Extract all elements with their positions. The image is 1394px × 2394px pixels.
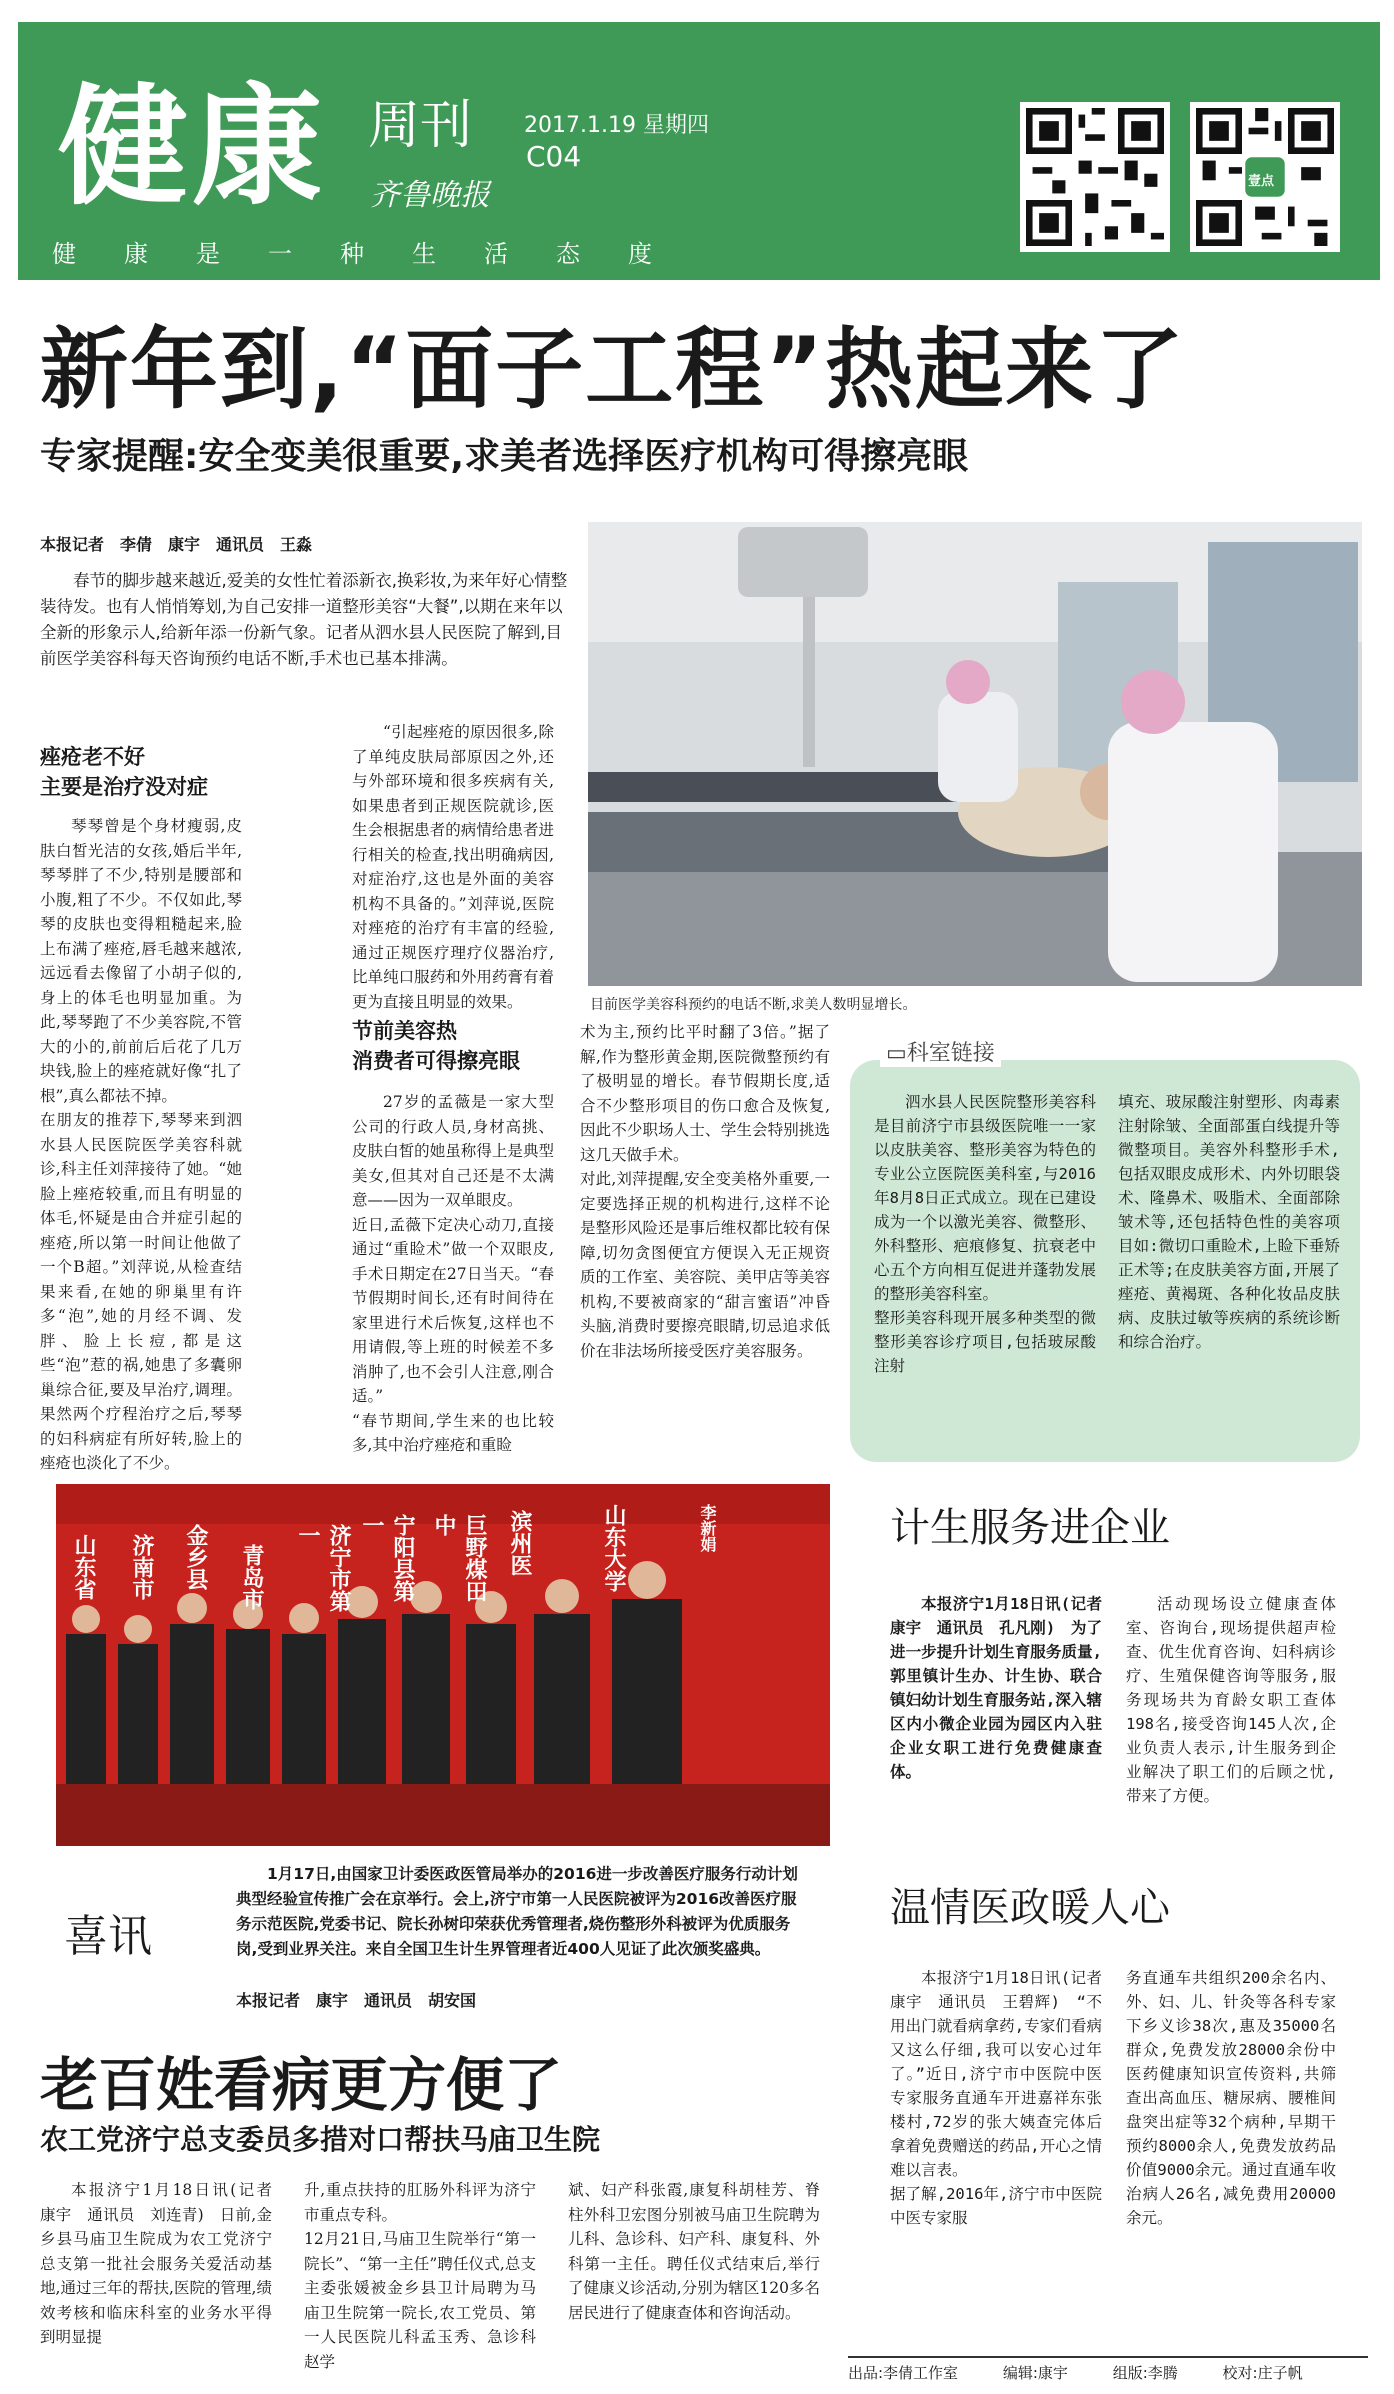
clinic-photo (588, 522, 1362, 986)
masthead-slogan: 健康是一种生活态度 (52, 240, 700, 268)
qr-code-left[interactable] (1020, 102, 1170, 252)
qr-code-right[interactable] (1190, 102, 1340, 252)
page-footer (848, 2356, 1368, 2383)
section-heading-beauty: 节前美容热 消费者可得擦亮眼 (352, 1019, 520, 1073)
award-caption: 1月17日,由国家卫计委医政医管局举办的2016进一步改善医疗服务行动计划典型经验宣传推广会在京举行。会上,济宁市第一人民医院被评为2016改善医疗服务示范医院,党委书记、院长孙树印荣获优秀管理者,烧伤整形外科被评为优质服务岗,受到业界关注。来自全国卫生计生界管理者近400人见证了此次颁奖盛典。 (236, 1865, 798, 1958)
good-news-label: 喜讯 (64, 1911, 152, 1962)
qr-center-label: 壹点 (1248, 174, 1275, 189)
masthead-title: 健康 (58, 71, 327, 223)
jisheng-col-a: 本报济宁1月18日讯(记者 康宇 通讯员 孔凡刚) 为了进一步提升计划生育服务质量,郭里镇计生办、计生协、联合镇妇幼计划生育服务站,深入辖区内小微企业园为园区内入驻企业女职工进行免费健康查体。 (890, 1595, 1118, 1781)
second-subheadline: 农工党济宁总支委员多措对口帮扶马庙卫生院 (40, 2123, 601, 2156)
section-heading-acne: 痤疮老不好 主要是治疗没对症 (40, 745, 208, 799)
footer-producer: 出品:李倩工作室 (848, 2364, 959, 2382)
masthead-date: 2017.1.19 星期四 (524, 113, 709, 138)
board-word: 金乡县 (183, 1524, 208, 1590)
qr-code-icon (1026, 108, 1164, 246)
board-word: 滨州医 (507, 1510, 532, 1576)
main-byline: 本报记者 李倩 康宇 通讯员 王淼 (40, 535, 313, 554)
board-word: 巨野煤田中 (431, 1514, 487, 1602)
jisheng-headline: 计生服务进企业 (890, 1505, 1170, 1551)
wenqing-col-a: 本报济宁1月18日讯(记者 康宇 通讯员 王碧辉) “不用出门就看病拿药,专家们看病又这么仔细,我可以安心过年了。”近日,济宁市中医院中医专家服务直通车开进嘉祥东张楼村,72岁的张大姨查完体后拿着免费赠送的药品,开心之情难以言表。 据了解,2016年,济宁市中医院中医专家服 (890, 1969, 1102, 2227)
square-icon: ▭ (886, 1041, 907, 1066)
clinic-photo-caption: 目前医学美容科预约的电话不断,求美人数明显增长。 (590, 997, 917, 1013)
wenqing-headline: 温情医政暖人心 (890, 1885, 1170, 1931)
article-column-4: 术为主,预约比平时翻了3倍。”据了解,作为整形黄金期,医院微整预约有了极明显的增长。春节假期长度,适合不少整形项目的伤口愈合及恢复,因此不少职场人士、学生会特别挑选这几天做手术。 对此,刘萍提醒,安全变美格外重要,一定要选择正规的机构进行,这样不论是整形风险还是事后维权都比较有保障,切勿贪图便宜方便误入无正规资质的工作室、美容院、美甲店等美容机构,不要被商家的“甜言蜜语”冲昏头脑,消费时要擦亮眼睛,切忌追求低价在非法场所接受医疗美容服务。 (580, 1023, 830, 1360)
main-headline: 新年到,“面子工程”热起来了 (40, 318, 1186, 421)
article-column-3: 27岁的孟薇是一家大型公司的行政人员,身材高挑、皮肤白皙的她虽称得上是典型美女,但其对自己还是不太满意——因为一双单眼皮。 近日,孟薇下定决心动刀,直接通过“重睑术”做一个双眼皮,手术日期定在27日当天。“春节假期时间长,还有时间待在家里进行术后恢复,这样也不用请假,等上班的时候差不多消肿了,也不会引人注意,刚合适。” “春节期间,学生来的也比较多,其中治疗痤疮和重睑 (352, 1093, 554, 1454)
footer-proofreader: 校对:庄子帆 (1222, 2364, 1303, 2382)
department-link-title: 科室链接 (906, 1041, 995, 1066)
board-word: 济南市 (129, 1534, 154, 1600)
masthead-weekly: 周刊 (368, 96, 473, 156)
footer-layout: 组版:李腾 (1112, 2364, 1178, 2382)
second-headline: 老百姓看病更方便了 (40, 2051, 563, 2119)
award-byline: 本报记者 康宇 通讯员 胡安国 (236, 1991, 477, 2010)
department-link-col-a: 泗水县人民医院整形美容科是目前济宁市县级医院唯一一家以皮肤美容、整形美容为特色的专业公立医院医美科室,与2016年8月8日正式成立。现在已建设成为一个以激光美容、微整形、外科整形、疤痕修复、抗衰老中心五个方向相互促进并蓬勃发展的整形美容科室。 整形美容科现开展多种类型的微整形美容诊疗项目,包括玻尿酸注射 (874, 1093, 1096, 1375)
board-word: 山东大学 (601, 1504, 626, 1592)
footer-editor: 编辑:康宇 (1002, 2364, 1068, 2382)
main-lead: 春节的脚步越来越近,爱美的女性忙着添新衣,换彩妆,为来年好心情整装待发。也有人悄悄筹划,为自己安排一道整形美容“大餐”,以期在来年以全新的形象示人,给新年添一份新气象。记者从泗水县人民医院了解到,目前医学美容科每天咨询预约电话不断,手术也已基本排满。 (40, 571, 568, 668)
masthead (18, 22, 1380, 280)
wenqing-col-b: 务直通车共组织200余名内、外、妇、儿、针灸等各科专家下乡义诊38次,惠及35000名群众,免费发放28000余份中医药健康知识宣传资料,共筛查出高血压、糖尿病、腰椎间盘突出症等32个病种,早期干预约8000余人,免费发放药品价值9000余元。通过直通车收治病人26名,减免费用20000余元。 (1126, 1969, 1336, 2227)
board-word: 李新娟 (698, 1504, 717, 1552)
masthead-page-number: C04 (526, 140, 582, 173)
department-link-col-b: 填充、玻尿酸注射塑形、肉毒素注射除皱、全面部蛋白线提升等微整项目。美容外科整形手术,包括双眼皮成形术、内外切眼袋术、隆鼻术、吸脂术、全面部除皱术等,还包括特色性的美容项目如:微切口重睑术,上睑下垂矫正术等;在皮肤美容方面,开展了痤疮、黄褐斑、各种化妆品皮肤病、皮肤过敏等疾病的系统诊断和综合治疗。 (1118, 1093, 1340, 1351)
article-column-2: “引起痤疮的原因很多,除了单纯皮肤局部原因之外,还与外部环境和很多疾病有关,如果患者到正规医院就诊,医生会根据患者的病情给患者进行相关的检查,找出明确病因,对症治疗,这也是外面的美容机构不具备的。”刘萍说,医院对痤疮的治疗有丰富的经验,通过正规医疗理疗仪器治疗,比单纯口服药和外用药膏有着更为直接且明显的效果。 (352, 723, 554, 1011)
masthead-paper-logo: 齐鲁晚报 (370, 178, 490, 213)
main-subheadline: 专家提醒:安全变美很重要,求美者选择医疗机构可得擦亮眼 (40, 436, 969, 477)
jisheng-col-b: 活动现场设立健康查体室、咨询台,现场提供超声检查、优生优育咨询、妇科病诊疗、生殖保健咨询等服务,服务现场共为育龄女职工查体198名,接受咨询145人次,企业负责人表示,计生服务到企业解决了职工们的后顾之忧,带来了方便。 (1126, 1595, 1336, 1805)
board-word: 青岛市 (239, 1544, 264, 1610)
department-link-label (880, 1036, 1001, 1067)
award-photo (56, 1484, 830, 1846)
board-word: 山东省 (71, 1534, 96, 1600)
second-col-a: 本报济宁1月18日讯(记者 康宇 通讯员 刘连青) 日前,金乡县马庙卫生院成为农工党济宁总支第一批社会服务关爱活动基地,通过三年的帮扶,医院的管理,绩效考核和临床科室的业务水平得到明显提 (40, 2181, 288, 2346)
board-word: 济宁市第一 (295, 1524, 351, 1612)
article-column-1: 琴琴曾是个身材瘦弱,皮肤白皙光洁的女孩,婚后半年,琴琴胖了不少,特别是腰部和小腹,粗了不少。不仅如此,琴琴的皮肤也变得粗糙起来,脸上布满了痤疮,唇毛越来越浓,远远看去像留了小胡子似的,身上的体毛也明显加重。为此,琴琴跑了不少美容院,不管大的小的,前前后后花了几万块钱,脸上的痤疮就好像“扎了根”,真么都祛不掉。 在朋友的推荐下,琴琴来到泗水县人民医院医学美容科就诊,科主任刘萍接待了她。“她脸上痤疮较重,而且有明显的体毛,怀疑是由合并症引起的痤疮,所以第一时间让他做了一个B超。”刘萍说,从检查结果来看,在她的卵巢里有许多“泡”,她的月经不调、发胖、脸上长痘,都是这些“泡”惹的祸,她患了多囊卵巢综合征,要及早治疗,调理。果然两个疗程治疗之后,琴琴的妇科病症有所好转,脸上的痤疮也淡化了不少。 (40, 817, 242, 1472)
second-col-b: 升,重点扶持的肛肠外科评为济宁市重点专科。 12月21日,马庙卫生院举行“第一院长”、“第一主任”聘任仪式,总支主委张媛被金乡县卫计局聘为马庙卫生院第一院长,农工党员、第一人民医院儿科孟玉秀、急诊科赵学 (304, 2181, 536, 2371)
board-word: 宁阳县第一 (359, 1514, 415, 1602)
second-col-c: 斌、妇产科张霞,康复科胡桂芳、脊柱外科卫宏图分别被马庙卫生院聘为儿科、急诊科、妇产科、康复科、外科第一主任。聘任仪式结束后,举行了健康义诊活动,分别为辖区120多名居民进行了健康查体和咨询活动。 (568, 2181, 820, 2322)
